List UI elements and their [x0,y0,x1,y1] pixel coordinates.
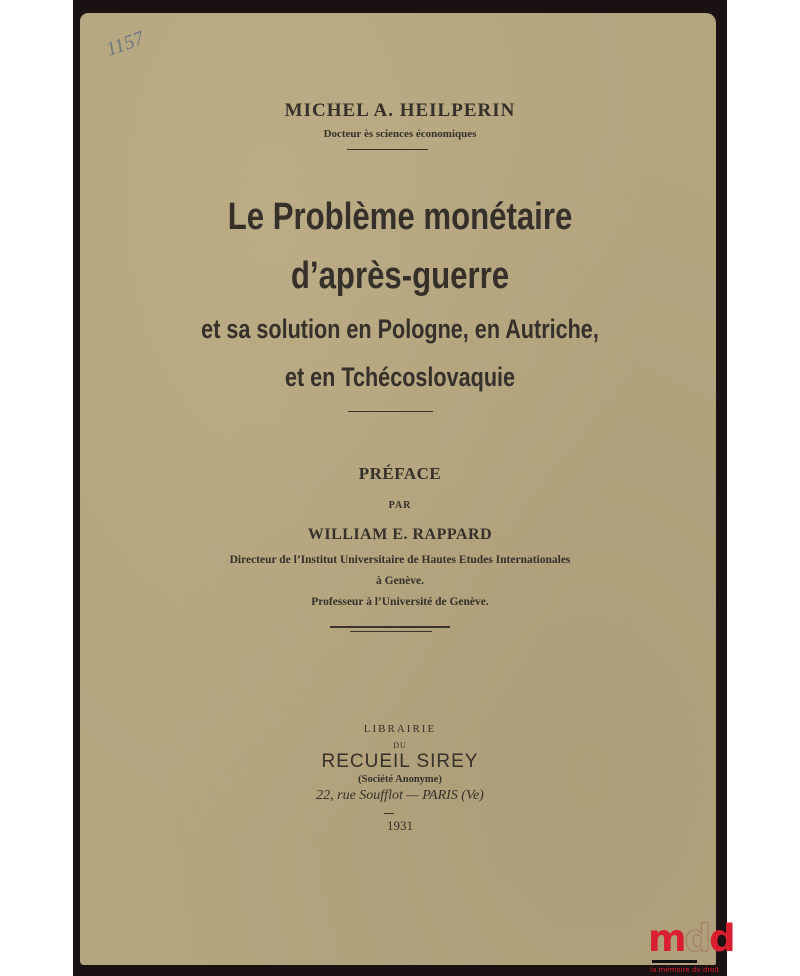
publisher-label: LIBRAIRIE [363,723,437,735]
logo-underline [652,960,697,963]
publisher-name: RECUEIL SIREY [321,751,479,772]
preface-label: PRÉFACE [358,464,442,483]
publisher-address: 22, rue Soufflot — PARIS (Ve) [316,788,484,803]
author-degree: Docteur ès sciences économiques [323,128,477,140]
divider [384,813,394,814]
title-line-2: d’après-guerre [290,255,510,297]
preface-author-title: Professeur à l’Université de Genève. [311,596,489,608]
divider [330,626,450,628]
logo-letter: d [709,917,734,960]
divider [347,149,428,150]
author-name: MICHEL A. HEILPERIN [284,100,516,121]
divider [348,411,433,412]
mdd-logo [648,917,734,960]
logo-tagline: la mémoire du droit [650,966,720,974]
publisher-type: (Société Anonyme) [358,774,442,785]
preface-author-title: Directeur de l’Institut Universitaire de Hautes Etudes Internationales [229,554,571,566]
subtitle-line-1: et sa solution en Pologne, en Autriche, [201,314,599,344]
divider [350,631,432,632]
logo-letter: d [684,917,710,960]
par-label: PAR [388,500,412,511]
preface-author-title: à Genève. [376,575,424,587]
publisher-du: DU [393,741,407,750]
handwritten-note: 1157 [103,27,147,61]
preface-author: WILLIAM E. RAPPARD [307,526,493,543]
subtitle-line-2: et en Tchécoslovaquie [284,362,516,392]
publication-year: 1931 [387,818,413,833]
title-line-1: Le Problème monétaire [227,196,573,238]
logo-letter: m [648,917,685,960]
